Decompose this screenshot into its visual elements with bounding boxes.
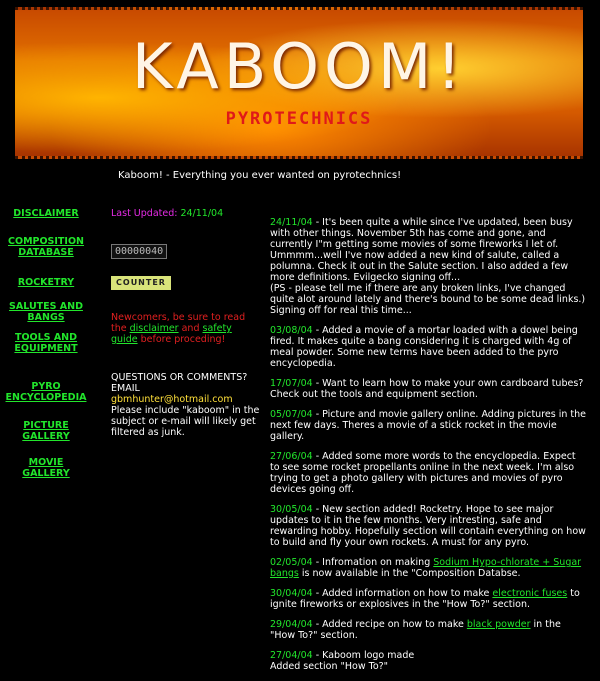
disclaimer-link[interactable]: disclaimer — [129, 323, 179, 334]
news-entry: 02/05/04 - Infromation on making Sodium Hypo-chlorate + Sugar bangs is now available in the "Composition Databse. — [270, 557, 582, 579]
news-entry: 27/04/04 - Kaboom logo made Added section "How To?" — [270, 650, 415, 672]
nav-composition-database[interactable]: COMPOSITION DATABASE — [8, 236, 84, 258]
news-entry: 29/04/04 - Added recipe on how to make black powder in the "How To?" section. — [270, 619, 561, 641]
news-feed — [270, 217, 588, 681]
nav-disclaimer[interactable]: DISCLAIMER — [13, 208, 79, 219]
nav-picture-gallery[interactable]: PICTURE GALLERY — [22, 420, 70, 442]
nav-pyro-encyclopedia[interactable]: PYRO ENCYCLOPEDIA — [5, 381, 87, 403]
news-entry: 30/05/04 - New section added! Rocketry. Hope to see major updates to it in the few months. Very intresting, safe and rewarding hobby. Hopefully section will contain everything on how to build and fly your own rockets. A must for any pyro. — [270, 504, 586, 548]
contact-note: Please include "kaboom" in the subject or e-mail will likely get filtered as junk. — [111, 405, 260, 438]
contact-heading: QUESTIONS OR COMMENTS? EMAIL — [111, 372, 248, 394]
last-updated: Last Updated: 24/11/04 — [111, 208, 224, 219]
news-entry: 17/07/04 - Want to learn how to make your own cardboard tubes? Check out the tools and equipment section. — [270, 378, 584, 400]
site-subtitle: PYROTECHNICS — [225, 109, 373, 129]
news-entry: 27/06/04 - Added some more words to the encyclopedia. Expect to see some rocket propellants online in the next week. I'm also trying to get a photo gallery with pictures and movies of pyro devices going off. — [270, 451, 576, 495]
sodium-hypochlorate-link[interactable]: Sodium Hypo-chlorate + Sugar bangs — [270, 557, 582, 579]
safety-guide-link[interactable]: safety guide — [111, 323, 232, 345]
contact-email[interactable]: gbmhunter@hotmail.com — [111, 394, 233, 405]
news-entry: 03/08/04 - Added a movie of a mortar loaded with a dowel being fired. It makes quite a bang considering it is charged with 4g of meal powder. Some new terms have been added to the pyro encyclopedia. — [270, 325, 578, 369]
tagline: Kaboom! - Everything you ever wanted on pyrotechnics! — [118, 170, 402, 181]
nav-rocketry[interactable]: ROCKETRY — [17, 277, 75, 288]
news-entry: 24/11/04 - It's been quite a while since I've updated, been busy with other things. November 5th has come and gone, and currently I"m getting some movies of some fireworks I let of. Ummmm...well I've now added a new kind of salute, called a polumna. Check it out in the Salute section. I also added a few more definitions. Evilgecko signing off... (PS - please tell me if there are any broken links, I've changed quite alot around lately and there's bound to be some dead links.) Signing off for real this time... — [270, 217, 586, 316]
nav-tools-and-equipment[interactable]: TOOLS AND EQUIPMENT — [14, 332, 78, 354]
nav-salutes-and-bangs[interactable]: SALUTES AND BANGS — [9, 301, 83, 323]
site-logo: KABOOM! — [131, 30, 467, 103]
news-entry: 05/07/04 - Picture and movie gallery online. Adding pictures in the next few days. Theres a movie of a stick rocket in the movie gallery. — [270, 409, 586, 442]
news-entry: 30/04/04 - Added information on how to make electronic fuses to ignite fireworks or explosives in the "How To?" section. — [270, 588, 580, 610]
banner — [15, 7, 583, 159]
nav-movie-gallery[interactable]: MOVIE GALLERY — [22, 457, 70, 479]
counter-button[interactable]: COUNTER — [111, 276, 171, 290]
last-updated-date: 24/11/04 — [180, 208, 224, 219]
electronic-fuses-link[interactable]: electronic fuses — [492, 588, 568, 599]
visit-counter: 00000040 — [111, 244, 167, 259]
black-powder-link[interactable]: black powder — [466, 619, 531, 630]
newcomer-warning: Newcomers, be sure to read the disclaimer and safety guide before proceding! — [111, 312, 246, 345]
contact-block — [111, 372, 261, 438]
